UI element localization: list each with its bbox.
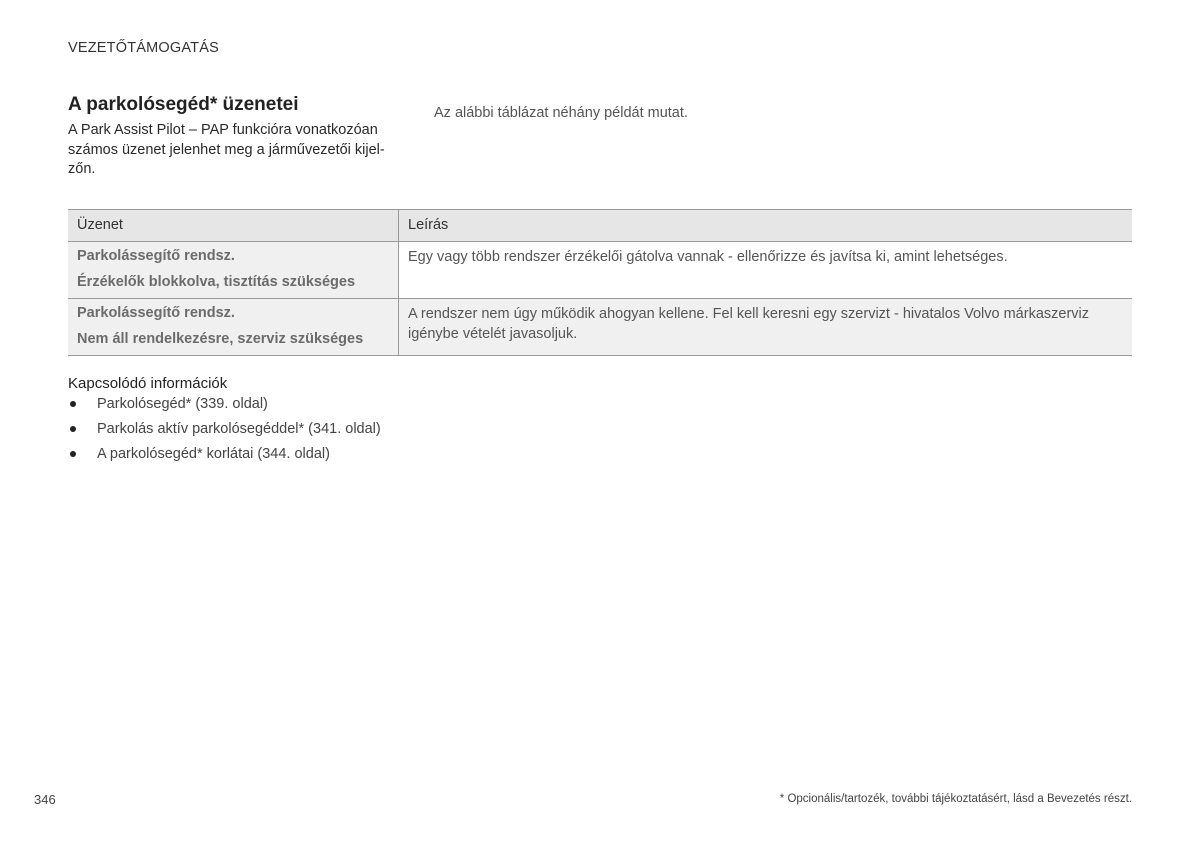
page-number: 346 — [34, 792, 56, 807]
message-cell — [68, 299, 399, 356]
message-cell — [68, 242, 399, 299]
section-header: VEZETŐTÁMOGATÁS — [68, 40, 219, 56]
message-line: Nem áll rendelkezésre, szerviz szükséges — [77, 331, 364, 347]
related-link-text: Parkolósegéd* (339. oldal) — [97, 396, 268, 412]
column-header-message: Üzenet — [68, 210, 399, 242]
description-text: Egy vagy több rendszer érzékelői gátolva vannak - ellenőrizze és javítsa ki, amint lehetséges. — [408, 249, 1008, 265]
related-link-text: Parkolás aktív parkolósegéddel* (341. oldal) — [97, 421, 381, 437]
bullet-icon — [70, 401, 76, 407]
messages-table — [68, 209, 1132, 356]
message-line: Parkolássegítő rendsz. — [77, 305, 235, 321]
description-cell — [399, 299, 1133, 356]
bullet-icon — [70, 426, 76, 432]
table-row — [68, 299, 1132, 356]
footnote: * Opcionális/tartozék, további tájékoztatásért, lásd a Bevezetés részt. — [779, 793, 1132, 805]
related-info-list — [68, 395, 381, 470]
related-link-text: A parkolósegéd* korlátai (344. oldal) — [97, 446, 330, 462]
column-header-description: Leírás — [399, 210, 1133, 242]
related-link[interactable] — [68, 395, 381, 420]
page-title: A parkolósegéd* üzenetei — [68, 94, 299, 115]
related-link[interactable] — [68, 420, 381, 445]
intro-paragraph: A Park Assist Pilot – PAP funkcióra vonatkozóan számos üzenet jelenhet meg a járművezetői kijel-zőn. — [68, 122, 385, 177]
bullet-icon — [70, 451, 76, 457]
description-cell — [399, 242, 1133, 299]
related-link[interactable] — [68, 445, 381, 470]
table-intro-text: Az alábbi táblázat néhány példát mutat. — [434, 105, 688, 121]
table-row — [68, 242, 1132, 299]
message-line: Érzékelők blokkolva, tisztítás szükséges — [77, 274, 356, 290]
description-text: A rendszer nem úgy működik ahogyan kellene. Fel kell keresni egy szervizt - hivatalos Volvo márkaszerviz igénybe vételét javasoljuk. — [408, 306, 1089, 342]
message-line: Parkolássegítő rendsz. — [77, 248, 235, 264]
related-info-title: Kapcsolódó információk — [68, 375, 228, 392]
table-header-row — [68, 210, 1132, 242]
